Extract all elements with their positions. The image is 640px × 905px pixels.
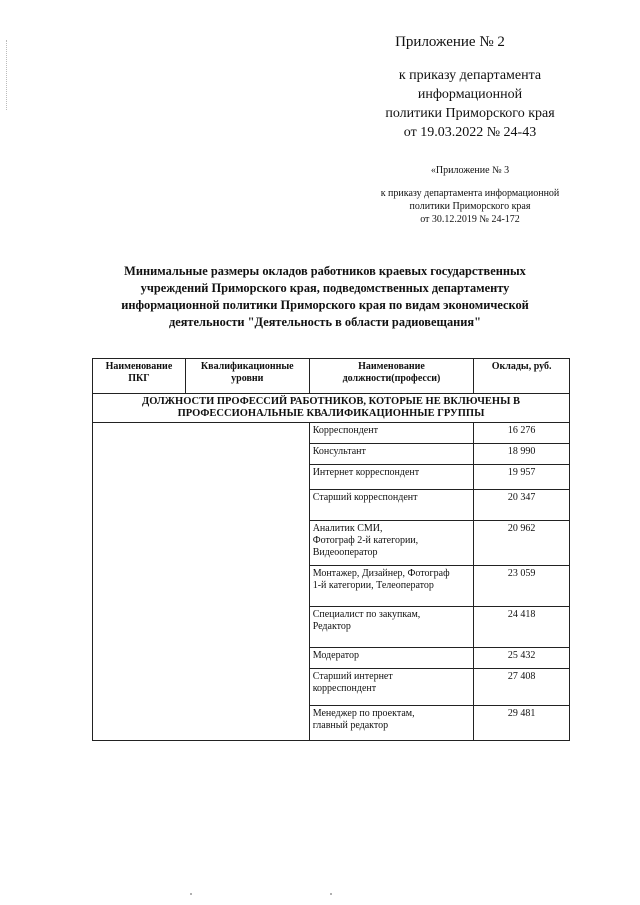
position-cell <box>309 607 474 648</box>
position-cell <box>309 423 474 444</box>
position-line: Старший корреспондент <box>312 492 418 503</box>
scan-mark <box>190 893 192 895</box>
order-line: информационной <box>417 87 523 102</box>
salary-cell: 20 347 <box>474 490 570 521</box>
position-cell <box>309 521 474 566</box>
position-line: корреспондент <box>312 683 377 694</box>
order-line: к приказу департамента <box>398 68 542 83</box>
salary-cell: 18 990 <box>474 444 570 465</box>
position-cell <box>309 648 474 669</box>
position-line: Старший интернет <box>312 671 393 682</box>
position-line: Консультант <box>312 446 366 457</box>
position-cell <box>309 566 474 607</box>
salary-cell: 25 432 <box>474 648 570 669</box>
appendix-title: Приложение № 2 <box>395 34 505 50</box>
previous-order-line: к приказу департамента информационной <box>380 188 560 199</box>
document-title <box>100 263 550 331</box>
position-line: главный редактор <box>312 720 389 731</box>
position-line: Специалист по закупкам, <box>312 609 421 620</box>
group-row <box>93 394 570 423</box>
position-line: Интернет корреспондент <box>312 467 420 478</box>
header-line: уровни <box>231 373 264 384</box>
salary-cell: 19 957 <box>474 465 570 490</box>
title-line: учреждений Приморского края, подведомственных департаменту <box>140 281 510 295</box>
header-line: должности(професси) <box>342 373 441 384</box>
title-line: деятельности "Деятельность в области радиовещания" <box>168 315 482 329</box>
table-row <box>93 423 570 444</box>
order-line: от 19.03.2022 № 24-43 <box>403 125 537 140</box>
salary-cell: 29 481 <box>474 706 570 741</box>
header-line: Квалификационные <box>200 361 294 372</box>
header-line: Оклады, руб. <box>491 361 552 372</box>
header-position <box>309 359 474 394</box>
salary-cell: 27 408 <box>474 669 570 706</box>
position-line: Видеооператор <box>312 547 378 558</box>
header-line: Наименование <box>358 361 425 372</box>
header-salary <box>474 359 570 394</box>
order-line: политики Приморского края <box>385 106 555 121</box>
header-line: Наименование <box>105 361 173 372</box>
group-heading <box>93 394 570 423</box>
previous-appendix-title: «Приложение № 3 <box>430 165 510 176</box>
table-body <box>93 423 570 741</box>
salary-cell: 20 962 <box>474 521 570 566</box>
salary-cell: 23 059 <box>474 566 570 607</box>
group-line: ДОЛЖНОСТИ ПРОФЕССИЙ РАБОТНИКОВ, КОТОРЫЕ НЕ ВКЛЮЧЕНЫ В <box>141 396 521 407</box>
position-cell <box>309 465 474 490</box>
appendix-block <box>350 34 550 51</box>
salary-table <box>92 358 570 741</box>
position-cell <box>309 444 474 465</box>
header-levels <box>185 359 309 394</box>
left-margin-mark <box>6 40 8 110</box>
header-pkg <box>93 359 186 394</box>
header-line: ПКГ <box>128 373 150 384</box>
position-cell <box>309 706 474 741</box>
position-cell <box>309 490 474 521</box>
position-cell <box>309 669 474 706</box>
position-line: Аналитик СМИ, <box>312 523 383 534</box>
position-line: Редактор <box>312 621 351 632</box>
position-line: Модератор <box>312 650 359 661</box>
position-line: 1-й категории, Телеоператор <box>312 580 434 591</box>
previous-order-line: от 30.12.2019 № 24-172 <box>420 214 520 225</box>
salary-cell: 24 418 <box>474 607 570 648</box>
empty-pkg-cell <box>93 423 310 741</box>
title-line: информационной политики Приморского края по видам экономической <box>121 298 529 312</box>
appendix-order <box>370 66 570 142</box>
position-line: Менеджер по проектам, <box>312 708 415 719</box>
position-line: Монтажер, Дизайнер, Фотограф <box>312 568 450 579</box>
scan-mark <box>330 893 332 895</box>
position-line: Корреспондент <box>312 425 378 436</box>
salary-cell: 16 276 <box>474 423 570 444</box>
title-line: Минимальные размеры окладов работников краевых государственных <box>124 264 526 278</box>
previous-order-line: политики Приморского края <box>409 201 531 212</box>
group-line: ПРОФЕССИОНАЛЬНЫЕ КВАЛИФИКАЦИОННЫЕ ГРУППЫ <box>177 408 485 419</box>
position-line: Фотограф 2-й категории, <box>312 535 419 546</box>
table-header-row <box>93 359 570 394</box>
previous-order <box>355 187 585 226</box>
